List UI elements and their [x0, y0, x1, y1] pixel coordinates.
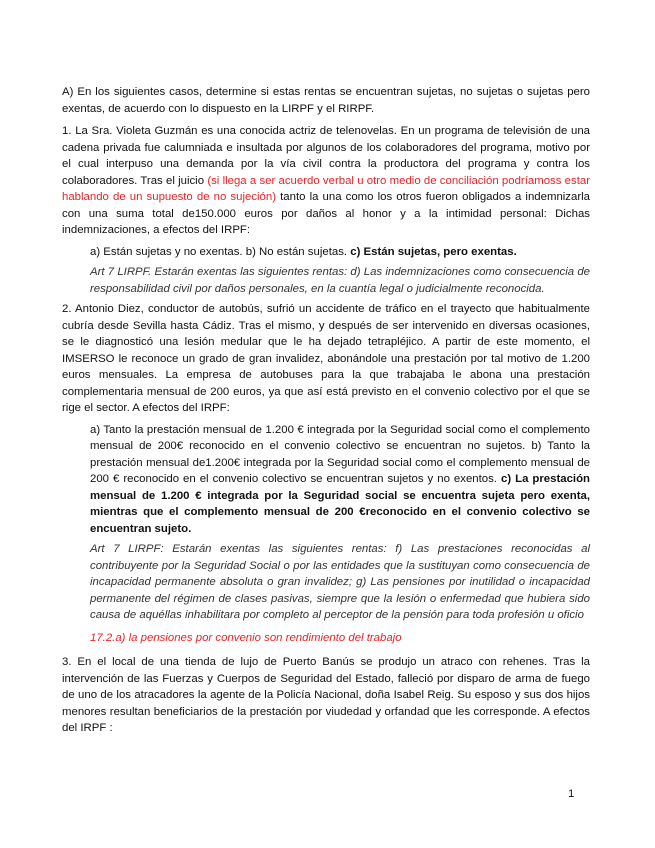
intro-paragraph: A) En los siguientes casos, determine si estas rentas se encuentran sujetas, no sujetas o sujetas pero exentas, de acuerdo con lo dispuesto en la LIRPF y el RIRPF.: [62, 86, 590, 115]
question-1-red-note: (si llega a ser acuerdo verbal u otro medio de conciliación podríamoss estar hablando de un supuesto de no sujeción): [62, 174, 591, 203]
document-body: [62, 84, 590, 737]
question-1-text-a: 1. La Sra. Violeta Guzmán es una conocida actriz de telenovelas. En un programa de televisión de una cadena privada fue calumniada e insultada por algunos de los colaboradores del programa, motivo por el cual interpuso una demanda por la vía civil contra la productora del programa y contra los colaboradores. Tras el juicio: [62, 125, 590, 187]
question-2-options-text: a) Tanto la prestación mensual de 1.200 € integrada por la Seguridad social como el complemento mensual de 200€ reconocido en el convenio colectivo se encuentran no sujetos. b) Tanto la prestación mensual de1.200€ integrada por la Seguridad social como el complemento mensual de 200 € reconocido en el convenio colectivo se encuentran sujetos y no exentos.: [90, 423, 590, 485]
question-1-text-b: tanto la una como los otros fueron obligados a indemnizarla con una suma total de150.000 euros por daños al honor y a la intimidad personal: Dichas indemnizaciones, a efectos del IRPF:: [62, 191, 590, 236]
question-1-options-text: a) Están sujetas y no exentas. b) No están sujetas.: [90, 245, 348, 258]
question-1-law: Art 7 LIRPF. Estarán exentas las siguientes rentas: d) Las indemnizaciones como consecuencia de responsabilidad civil por daños personales, en la cuantía legal o judicialmente reconocida.: [90, 266, 590, 295]
page-number: 1: [568, 788, 575, 800]
question-1: [62, 123, 590, 239]
question-2-law: Art 7 LIRPF: Estarán exentas las siguientes rentas: f) Las prestaciones reconocidas al contribuyente por la Seguridad Social o por las entidades que la sustituyan como consecuencia de incapacidad permanente absoluta o gran invalidez; g) Las pensiones por inutilidad o incapacidad permanente del régimen de clases pasivas, siempre que la lesión o enfermedad que hubiera sido causa de aquéllas inhabilitara por completo al perceptor de la pensión para toda profesión u oficio: [90, 543, 590, 621]
question-1-options: [90, 244, 590, 261]
question-2: 2. Antonio Diez, conductor de autobús, sufrió un accidente de tráfico en el trayecto que habitualmente cubría desde Sevilla hasta Cádiz. Tras el mismo, y después de ser intervenido en diversas ocasiones, se le diagnosticó una lesión medular que le ha dejado tetrapléjico. A partir de este momento, el IMSERSO le reconoce un grado de gran invalidez, abonándole una prestación por tal motivo de 1.200 euros mensuales. La empresa de autobuses para la que trabajaba le abona una prestación complementaria mensual de 200 euros, ya que así está previsto en el convenio colectivo por el que se rige el sector. A efectos del IRPF:: [62, 303, 590, 414]
question-3: 3. En el local de una tienda de lujo de Puerto Banús se produjo un atraco con rehenes. Tras la intervención de las Fuerzas y Cuerpos de Seguridad del Estado, falleció por disparo de arma de fuego de uno de los atracadores la agente de la Policía Nacional, doña Isabel Reig. Su esposo y sus dos hijos menores resultan beneficiarios de la prestación por viudedad y orfandad que les corresponde. A efectos del IRPF :: [62, 656, 590, 734]
question-2-answer: c) La prestación mensual de 1.200 € integrada por la Seguridad social se encuentra sujeta pero exenta, mientras que el complemento mensual de 200 €reconocido en el convenio colectivo se encuentran sujeto.: [90, 473, 590, 535]
question-1-answer: c) Están sujetas, pero exentas.: [350, 245, 517, 258]
question-2-options: [90, 422, 590, 538]
question-2-red-note: 17.2.a) la pensiones por convenio son rendimiento del trabajo: [90, 631, 402, 644]
